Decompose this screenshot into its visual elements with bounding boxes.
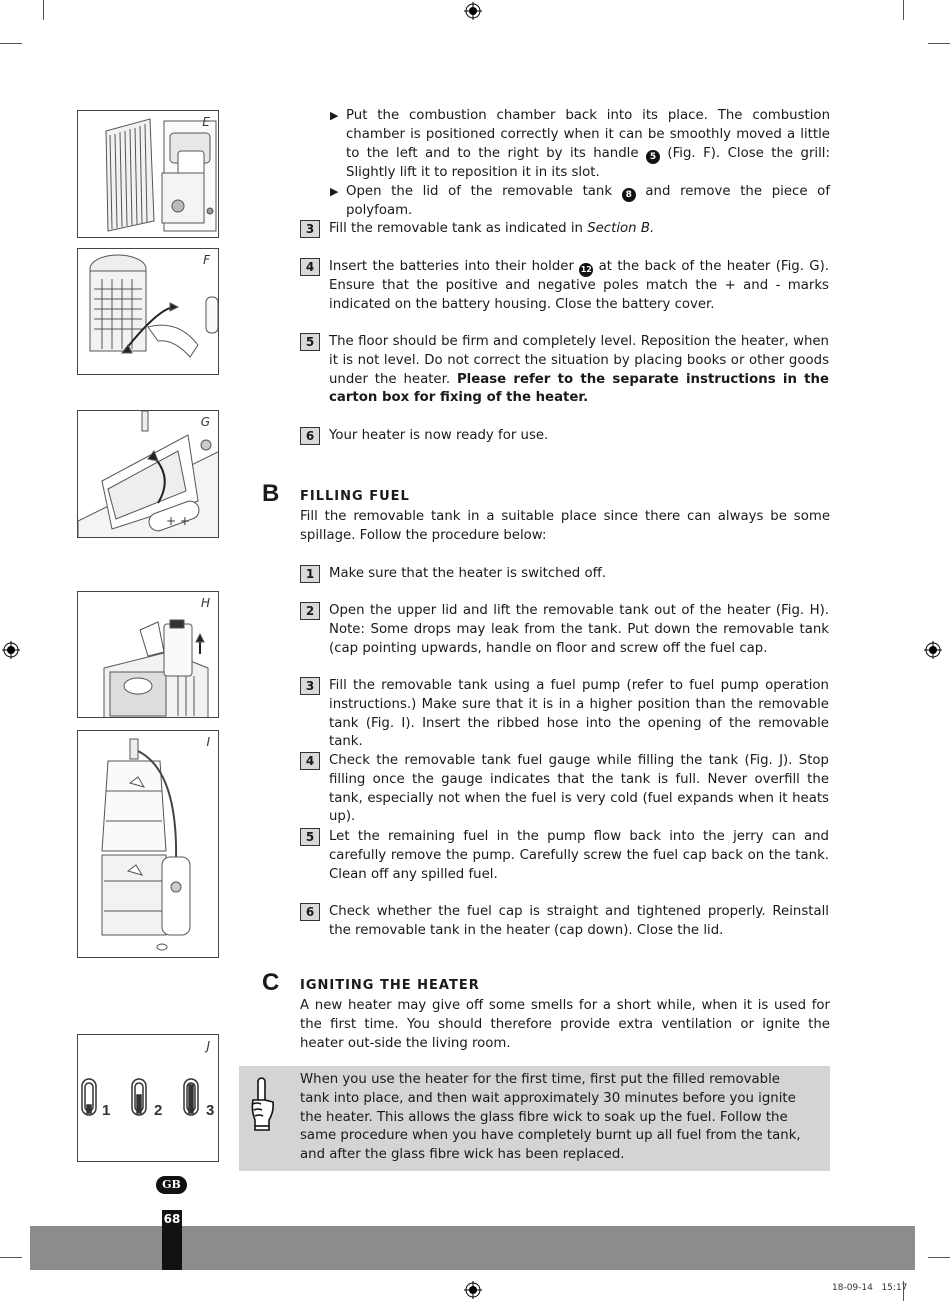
bullet-text: Open the lid of the removable tank 8 and remove the piece of polyfoam. bbox=[346, 184, 830, 218]
step-number: 1 bbox=[300, 565, 320, 583]
section-title: FILLING FUEL bbox=[300, 489, 410, 504]
figure-label: G bbox=[200, 415, 210, 429]
section-letter: B bbox=[262, 480, 280, 507]
step-number: 4 bbox=[300, 258, 320, 276]
ref-badge: 8 bbox=[622, 188, 636, 202]
registration-mark-icon bbox=[464, 2, 482, 20]
page-number: 68 bbox=[163, 1212, 181, 1226]
crop-mark bbox=[0, 43, 22, 44]
note-box bbox=[239, 1066, 830, 1171]
figure-j bbox=[77, 1034, 219, 1162]
step-number: 6 bbox=[300, 427, 320, 445]
step-text: Check whether the fuel cap is straight and tightened properly. Reinstall the removable tank in the heater (cap down). Close the lid. bbox=[329, 904, 829, 938]
step-number: 5 bbox=[300, 333, 320, 351]
registration-mark-icon bbox=[924, 641, 942, 659]
gauge-label: 1 bbox=[102, 1102, 111, 1119]
step-text: Fill the removable tank as indicated in Section B. bbox=[329, 221, 655, 236]
triangle-bullet-icon: ▶ bbox=[330, 109, 339, 122]
step-text: Fill the removable tank using a fuel pump (refer to fuel pump operation instructions.) Make sure that it is in a higher position than the removable tank (Fig. I). Insert the ribbed hose into the opening of the removable tank. bbox=[329, 678, 829, 750]
step-text: Open the upper lid and lift the removable tank out of the heater (Fig. H). Note: Some drops may leak from the tank. Put down the removable tank (cap pointing upwards, handle on floor and screw off the fuel cap. bbox=[329, 603, 829, 656]
combustion-chamber-illustration bbox=[78, 249, 219, 375]
step-number: 5 bbox=[300, 828, 320, 846]
registration-mark-icon bbox=[464, 1281, 482, 1299]
page-tab bbox=[162, 1210, 182, 1270]
gauge-label: 3 bbox=[206, 1102, 215, 1119]
figure-h bbox=[77, 591, 219, 718]
step-number: 6 bbox=[300, 903, 320, 921]
step-text: Insert the batteries into their holder 12 at the back of the heater (Fig. G). Ensure that the positive and negative poles match the + and - marks indicated on the battery housing. Close the battery cover. bbox=[329, 259, 829, 312]
language-badge: GB bbox=[156, 1176, 187, 1194]
pointing-hand-icon bbox=[247, 1076, 277, 1132]
figure-label: E bbox=[202, 115, 210, 129]
battery-holder-illustration bbox=[78, 411, 219, 538]
gauge-label: 2 bbox=[154, 1102, 163, 1119]
figure-e bbox=[77, 110, 219, 238]
bullet-text: Put the combustion chamber back into its place. The combustion chamber is positioned correctly when it can be smoothly moved a little to the left and to the right by its handle 5 (Fig. F). Close the grill: Slightly lift it to reposition it in its slot. bbox=[346, 108, 830, 180]
crop-mark bbox=[0, 1257, 22, 1258]
fuel-gauge-illustration bbox=[78, 1035, 219, 1162]
figure-label: I bbox=[206, 735, 210, 749]
figure-f bbox=[77, 248, 219, 375]
figure-label: H bbox=[200, 596, 210, 610]
step-text: Check the removable tank fuel gauge while filling the tank (Fig. J). Stop filling once the gauge indicates that the tank is full. Never overfill the tank, especially not when the fuel is very cold (fuel expands when it heats up). bbox=[329, 753, 829, 825]
registration-mark-icon bbox=[2, 641, 20, 659]
crop-mark bbox=[928, 1257, 950, 1258]
section-intro: A new heater may give off some smells for a short while, when it is used for the first time. You should therefore provide extra ventilation or ignite the heater out-side the living room. bbox=[300, 998, 830, 1051]
step-text: Make sure that the heater is switched off. bbox=[329, 566, 606, 581]
figure-label: J bbox=[206, 1039, 210, 1053]
removable-tank-lift-illustration bbox=[78, 592, 219, 718]
heater-grill-illustration bbox=[78, 111, 219, 238]
step-number: 2 bbox=[300, 602, 320, 620]
step-number: 4 bbox=[300, 752, 320, 770]
ref-badge: 12 bbox=[579, 263, 593, 277]
step-number: 3 bbox=[300, 677, 320, 695]
step-number: 3 bbox=[300, 220, 320, 238]
figure-g bbox=[77, 410, 219, 538]
step-text: Let the remaining fuel in the pump flow back into the jerry can and carefully remove the pump. Carefully screw the fuel cap back on the tank. Clean off any spilled fuel. bbox=[329, 829, 829, 882]
figure-i bbox=[77, 730, 219, 958]
section-letter: C bbox=[262, 969, 280, 996]
ref-badge: 5 bbox=[646, 150, 660, 164]
print-timestamp: 18-09-14 15:17 bbox=[832, 1283, 908, 1293]
step-text: The floor should be firm and completely level. Reposition the heater, when it is not level. Do not correct the situation by placing books or other goods under the heater. Please refer to the separate instructions in the carton box for fixing of the heater. bbox=[329, 334, 829, 406]
section-intro: Fill the removable tank in a suitable place since there can always be some spillage. Follow the procedure below: bbox=[300, 509, 830, 543]
step-text: Your heater is now ready for use. bbox=[329, 428, 549, 443]
crop-mark bbox=[903, 0, 904, 20]
figure-label: F bbox=[203, 253, 210, 267]
triangle-bullet-icon: ▶ bbox=[330, 185, 339, 198]
crop-mark bbox=[928, 43, 950, 44]
section-title: IGNITING THE HEATER bbox=[300, 978, 480, 993]
crop-mark bbox=[43, 0, 44, 20]
note-text: When you use the heater for the first time, first put the filled removable tank into place, and then wait approximately 30 minutes before you ignite the heater. This allows the glass fibre wick to soak up the fuel. Follow the same procedure when you have completely burnt up all fuel from the tank, and after the glass fibre wick has been replaced. bbox=[300, 1072, 801, 1163]
svg-text:+ +: + + bbox=[166, 514, 190, 528]
fuel-pump-illustration bbox=[78, 731, 219, 958]
